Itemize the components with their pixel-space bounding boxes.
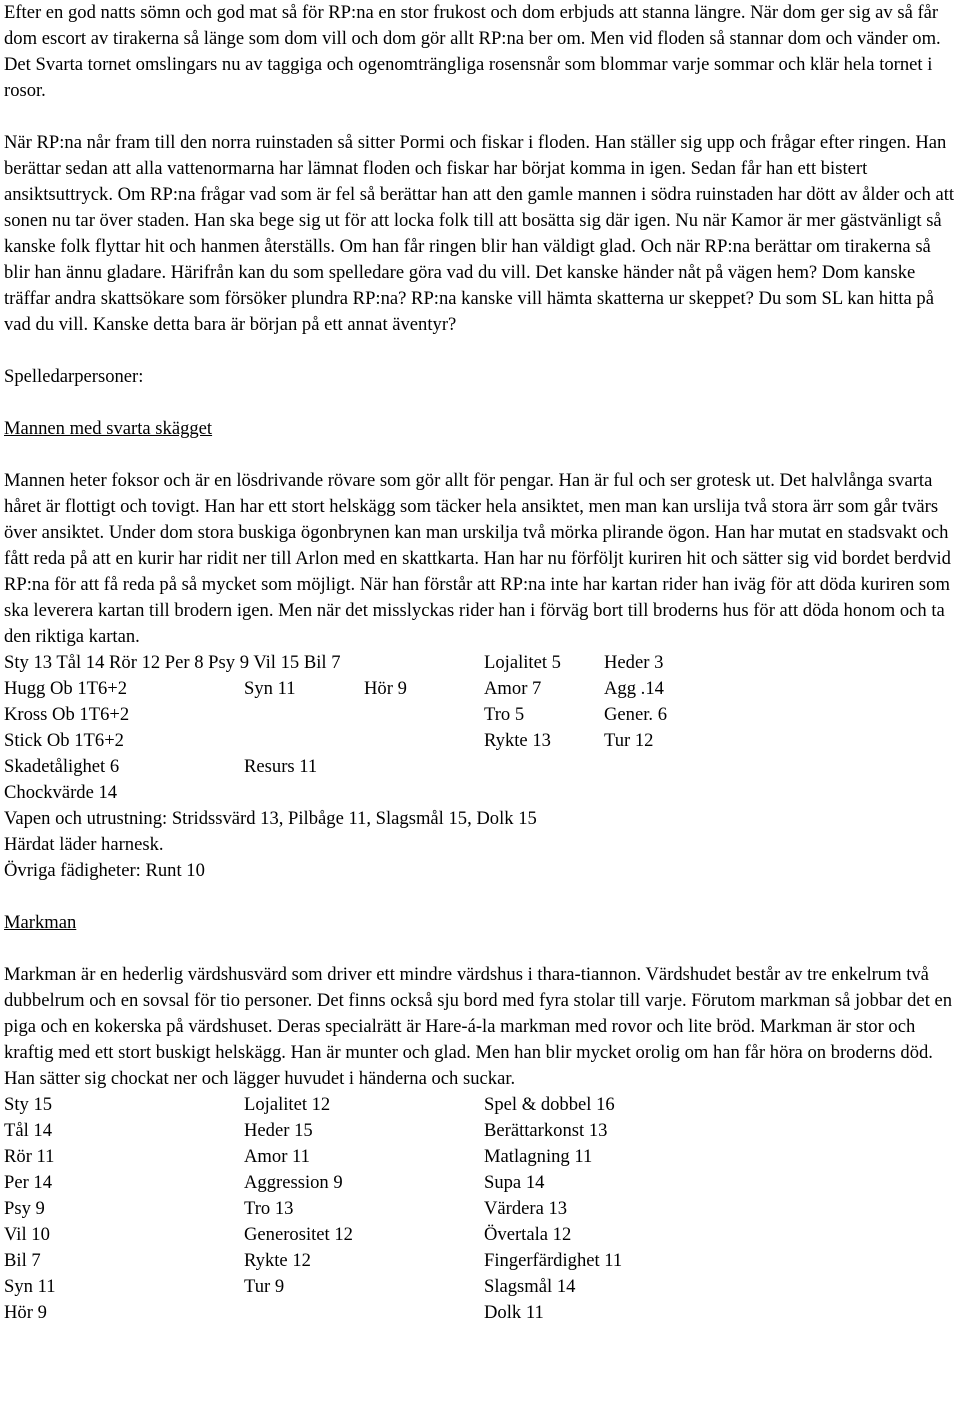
stat-cell: Sty 15 (4, 1094, 53, 1115)
stat-row (4, 1248, 956, 1274)
stat-row (4, 676, 956, 702)
stat-row (4, 1196, 956, 1222)
stat-cell: Supa 14 (484, 1172, 545, 1193)
stat-row (4, 702, 956, 728)
stat-cell: Per 14 (4, 1172, 53, 1193)
stat-cell: Syn 11 (244, 678, 296, 699)
stat-cell: Amor 7 (484, 678, 542, 699)
spacer (4, 884, 956, 910)
stat-cell: Amor 11 (244, 1146, 310, 1167)
stat-row (4, 1118, 956, 1144)
stat-cell: Tur 12 (604, 730, 654, 751)
stat-cell: Resurs 11 (244, 756, 318, 777)
npc1-description: Mannen heter foksor och är en lösdrivande rövare som gör allt för pengar. Han är ful och ser grotesk ut. Det halvlånga svarta håret är flottigt och tovigt. Han har ett stort helskägg som täcker hela ansiktet, men man kan urslija två stora ärr som går tvärs över ansiktet. Under dom stora buskiga ögonbrynen kan man urskilja två mörka plirande ögon. Han har mutat en stadsvakt och fått reda på att en kurir har ridit ner till Arlon med en skattkarta. Han har nu förföljt kuriren hit och sätter sig vid bordet berdvid RP:na för att få reda på så mycket som möjligt. När han förstår att RP:na inte har kartan rider han iväg för att döda kuriren som ska leverera kartan till brodern igen. Men när det misslyckas rider han i förväg bort till broderns hus för att döda honom och ta den riktiga kartan. (4, 470, 951, 647)
stat-cell: Rykte 13 (484, 730, 551, 751)
stat-cell: Hör 9 (4, 1302, 47, 1323)
stat-cell: Fingerfärdighet 11 (484, 1250, 623, 1271)
stat-cell: Tro 13 (244, 1198, 294, 1219)
stat-cell: Generositet 12 (244, 1224, 353, 1245)
stat-cell: Agg .14 (604, 678, 664, 699)
section-heading: Spelledarpersoner: (4, 366, 144, 387)
stat-cell: Kross Ob 1T6+2 (4, 704, 130, 725)
stat-cell: Rör 11 (4, 1146, 55, 1167)
stat-row (4, 1144, 956, 1170)
stat-cell: Hugg Ob 1T6+2 (4, 678, 128, 699)
spacer (4, 936, 956, 962)
stat-cell: Lojalitet 12 (244, 1094, 331, 1115)
stat-row (4, 650, 956, 676)
stat-cell: Rykte 12 (244, 1250, 311, 1271)
stat-cell: Skadetålighet 6 (4, 756, 120, 777)
spacer (4, 104, 956, 130)
stat-row (4, 1222, 956, 1248)
spacer (4, 338, 956, 364)
npc1-extra-line: Härdat läder harnesk. (4, 834, 164, 855)
npc1-title: Mannen med svarta skägget (4, 418, 213, 439)
stat-cell: Bil 7 (4, 1250, 41, 1271)
document-page (4, 0, 956, 1326)
intro-paragraph: Efter en god natts sömn och god mat så för RP:na en stor frukost och dom erbjuds att stanna längre. När dom ger sig av så får dom escort av tirakerna så länge som dom vill och dom gör allt RP:na ber om. Men vid floden så stannar dom och vänder om. Det Svarta tornet omslingars nu av taggiga och ogenomträngliga rosensnår som blommar varje sommar och klär hela tornet i rosor. (4, 2, 941, 101)
npc1-extra-line: Chockvärde 14 (4, 782, 118, 803)
stat-cell: Tur 9 (244, 1276, 285, 1297)
stat-cell: Heder 3 (604, 652, 664, 673)
npc2-stats-table (4, 1092, 956, 1326)
stat-cell: Berättarkonst 13 (484, 1120, 608, 1141)
stat-cell: Matlagning 11 (484, 1146, 593, 1167)
npc1-extra-line: Övriga fädigheter: Runt 10 (4, 860, 205, 881)
stat-cell: Heder 15 (244, 1120, 313, 1141)
stat-row (4, 1300, 956, 1326)
stat-cell: Spel & dobbel 16 (484, 1094, 615, 1115)
npc2-description: Markman är en hederlig värdshusvärd som driver ett mindre värdshus i thara-tiannon. Värdshudet består av tre enkelrum två dubbelrum och en sovsal för tio personer. Det finns också sju bord med fyra stolar till varje. Förutom markman så jobbar det en piga och en kokerska på värdshuset. Deras specialrätt är Hare-á-la markman med rovor och lite bröd. Markman är stor och kraftig med ett stort buskigt helskägg. Han är munter och glad. Men han blir mycket orolig om han får höra on broderns död. Han sätter sig chockat ner och lägger huvudet i händerna och suckar. (4, 964, 953, 1089)
stat-cell: Stick Ob 1T6+2 (4, 730, 124, 751)
stat-cell: Övertala 12 (484, 1224, 572, 1245)
stat-cell: Syn 11 (4, 1276, 56, 1297)
stat-row (4, 1274, 956, 1300)
stat-cell: Vil 10 (4, 1224, 50, 1245)
stat-cell: Aggression 9 (244, 1172, 343, 1193)
stat-cell: Tål 14 (4, 1120, 53, 1141)
stat-cell: Gener. 6 (604, 704, 667, 725)
stat-cell: Psy 9 (4, 1198, 45, 1219)
npc2-title: Markman (4, 912, 77, 933)
stat-row (4, 754, 956, 780)
stat-cell: Hör 9 (364, 678, 407, 699)
npc1-stats-table (4, 650, 956, 780)
stat-row (4, 728, 956, 754)
stat-cell: Sty 13 Tål 14 Rör 12 Per 8 Psy 9 Vil 15 Bil 7 (4, 652, 341, 673)
stat-row (4, 1170, 956, 1196)
stat-cell: Tro 5 (484, 704, 525, 725)
spacer (4, 442, 956, 468)
stat-cell: Värdera 13 (484, 1198, 568, 1219)
stat-cell: Lojalitet 5 (484, 652, 561, 673)
story-paragraph: När RP:na når fram till den norra ruinstaden så sitter Pormi och fiskar i floden. Han ställer sig upp och frågar efter ringen. Han berättar sedan att alla vattenormarna har lämnat floden och fiskar har börjat komma in igen. Sedan får han ett bistert ansiktsuttryck. Om RP:na frågar vad som är fel så berättar han att den gamle mannen i södra ruinstaden har dött av ålder och att sonen nu tar över staden. Han ska bege sig ut för att locka folk till att bosätta sig där igen. Nu när Kamor är mer gästvänligt så kanske folk flyttar hit och hanmen återställs. Om han får ringen blir han väldigt glad. Och när RP:na berättar om tirakerna så blir han ännu gladare. Härifrån kan du som spelledare göra vad du vill. Det kanske händer nåt på vägen hem? Dom kanske träffar andra skattsökare som försöker plundra RP:na? RP:na kanske vill hämta skatterna ur skeppet? Du som SL kan hitta på vad du vill. Kanske detta bara är början på ett annat äventyr? (4, 132, 955, 335)
spacer (4, 390, 956, 416)
stat-row (4, 1092, 956, 1118)
stat-cell: Dolk 11 (484, 1302, 544, 1323)
npc1-extra-line: Vapen och utrustning: Stridssvärd 13, Pilbåge 11, Slagsmål 15, Dolk 15 (4, 808, 537, 829)
stat-cell: Slagsmål 14 (484, 1276, 576, 1297)
